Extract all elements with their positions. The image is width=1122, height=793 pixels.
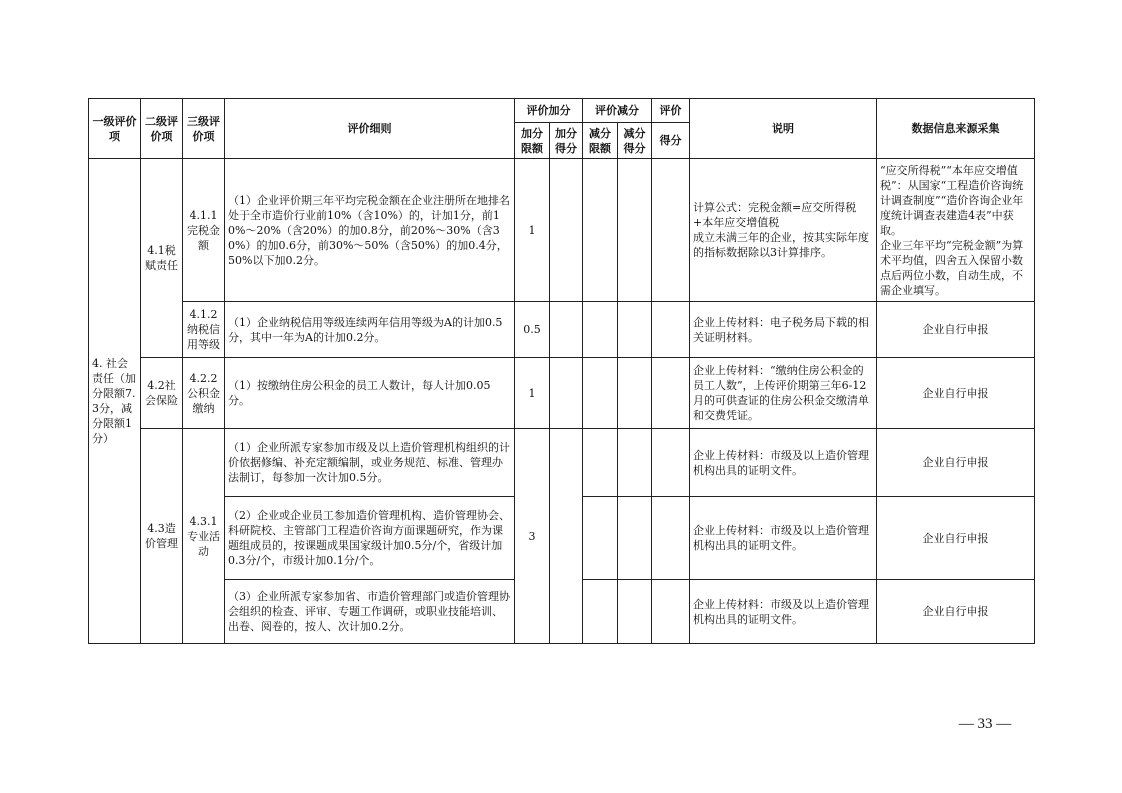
note-cell: 企业上传材料：市级及以上造价管理机构出具的证明文件。	[690, 429, 877, 497]
note-cell: 企业上传材料：电子税务局下载的相关证明材料。	[690, 302, 877, 358]
detail-cell: （1）企业纳税信用等级连续两年信用等级为A的计加0.5分，其中一年为A的计加0.2分。	[225, 302, 515, 358]
source-cell: “应交所得税”“本年应交增值税”：从国家“工程造价咨询统计调查制度”“造价咨询企业年度统计调查表建造4表”中获取。 企业三年平均“完税金额”为算术平均值，四舍五入保留小数点后两位小数，自动生成，不需企业填写。	[877, 159, 1035, 302]
eval-score-cell	[652, 358, 690, 429]
group-tax: 4.1税赋责任	[141, 159, 183, 358]
table-row	[89, 159, 1035, 302]
note-cell: 企业上传材料：市级及以上造价管理机构出具的证明文件。	[690, 580, 877, 644]
level3-cell: 4.1.1完税金额	[183, 159, 225, 302]
eval-score-cell	[652, 159, 690, 302]
sub-score-cell	[618, 302, 652, 358]
sub-score-cell	[618, 580, 652, 644]
header-add-score: 加分得分	[550, 123, 583, 159]
table-row	[89, 358, 1035, 429]
add-score-cell	[550, 429, 583, 644]
add-score-cell	[550, 302, 583, 358]
page-number: — 33 —	[958, 716, 1012, 732]
evaluation-table	[88, 98, 1035, 644]
header-level2: 二级评价项	[141, 99, 183, 159]
detail-cell: （1）企业所派专家参加市级及以上造价管理机构组织的计价依据修编、补充定额编制，或业务规范、标准、管理办法制订，每参加一次计加0.5分。	[225, 429, 515, 497]
header-source: 数据信息来源采集	[877, 99, 1035, 159]
sub-limit-cell	[583, 580, 618, 644]
table-row	[89, 429, 1035, 497]
sub-limit-cell	[583, 302, 618, 358]
header-level3: 三级评价项	[183, 99, 225, 159]
level3-cell: 4.2.2公积金缴纳	[183, 358, 225, 429]
sub-limit-cell	[583, 429, 618, 497]
eval-score-cell	[652, 580, 690, 644]
sub-score-cell	[618, 159, 652, 302]
header-note: 说明	[690, 99, 877, 159]
sub-limit-cell	[583, 159, 618, 302]
add-limit-cell: 3	[515, 429, 550, 644]
level1-cell: 4. 社会责任（加分限额7.3分，减分限额1分）	[89, 159, 141, 644]
sub-score-cell	[618, 497, 652, 580]
source-cell: 企业自行申报	[877, 580, 1035, 644]
header-level1: 一级评价项	[89, 99, 141, 159]
sub-limit-cell	[583, 358, 618, 429]
sub-score-cell	[618, 429, 652, 497]
add-limit-cell: 1	[515, 358, 550, 429]
detail-cell: （1）按缴纳住房公积金的员工人数计，每人计加0.05分。	[225, 358, 515, 429]
header-sub: 评价减分	[583, 99, 652, 123]
group-cost: 4.3造价管理	[141, 429, 183, 644]
level3-cell: 4.1.2纳税信用等级	[183, 302, 225, 358]
header-detail: 评价细则	[225, 99, 515, 159]
eval-score-cell	[652, 302, 690, 358]
detail-cell: （1）企业评价期三年平均完税金额在企业注册所在地排名处于全市造价行业前10%（含10%）的，计加1分，前10%～20%（含20%）的加0.8分，前20%～30%（含30%）的加0.6分，前30%～50%（含50%）的加0.4分，50%以下加0.2分。	[225, 159, 515, 302]
detail-cell: （3）企业所派专家参加省、市造价管理部门或造价管理协会组织的检查、评审、专题工作调研，或职业技能培训、出卷、阅卷的，按人、次计加0.2分。	[225, 580, 515, 644]
level3-cell: 4.3.1专业活动	[183, 429, 225, 644]
sub-score-cell	[618, 358, 652, 429]
header-sub-score: 减分得分	[618, 123, 652, 159]
header-add: 评价加分	[515, 99, 583, 123]
header-eval: 评价	[652, 99, 690, 123]
add-score-cell	[550, 358, 583, 429]
source-cell: 企业自行申报	[877, 429, 1035, 497]
eval-score-cell	[652, 497, 690, 580]
header-eval-score: 得分	[652, 123, 690, 159]
source-cell: 企业自行申报	[877, 358, 1035, 429]
header-sub-limit: 减分限额	[583, 123, 618, 159]
source-cell: 企业自行申报	[877, 302, 1035, 358]
table-row	[89, 302, 1035, 358]
group-insurance: 4.2社会保险	[141, 358, 183, 429]
add-limit-cell: 1	[515, 159, 550, 302]
note-cell: 企业上传材料：市级及以上造价管理机构出具的证明文件。	[690, 497, 877, 580]
note-cell: 企业上传材料：“缴纳住房公积金的员工人数”，上传评价期第三年6-12月的可供查证的住房公积金交缴清单和交费凭证。	[690, 358, 877, 429]
detail-cell: （2）企业或企业员工参加造价管理机构、造价管理协会、科研院校、主管部门工程造价咨询方面课题研究，作为课题组成员的，按课题成果国家级计加0.5分/个，省级计加0.3分/个，市级计加0.1分/个。	[225, 497, 515, 580]
add-score-cell	[550, 159, 583, 302]
sub-limit-cell	[583, 497, 618, 580]
header-add-limit: 加分限额	[515, 123, 550, 159]
note-cell: 计算公式：完税金额=应交所得税+本年应交增值税 成立未满三年的企业，按其实际年度的指标数据除以3计算排序。	[690, 159, 877, 302]
add-limit-cell: 0.5	[515, 302, 550, 358]
eval-score-cell	[652, 429, 690, 497]
source-cell: 企业自行申报	[877, 497, 1035, 580]
